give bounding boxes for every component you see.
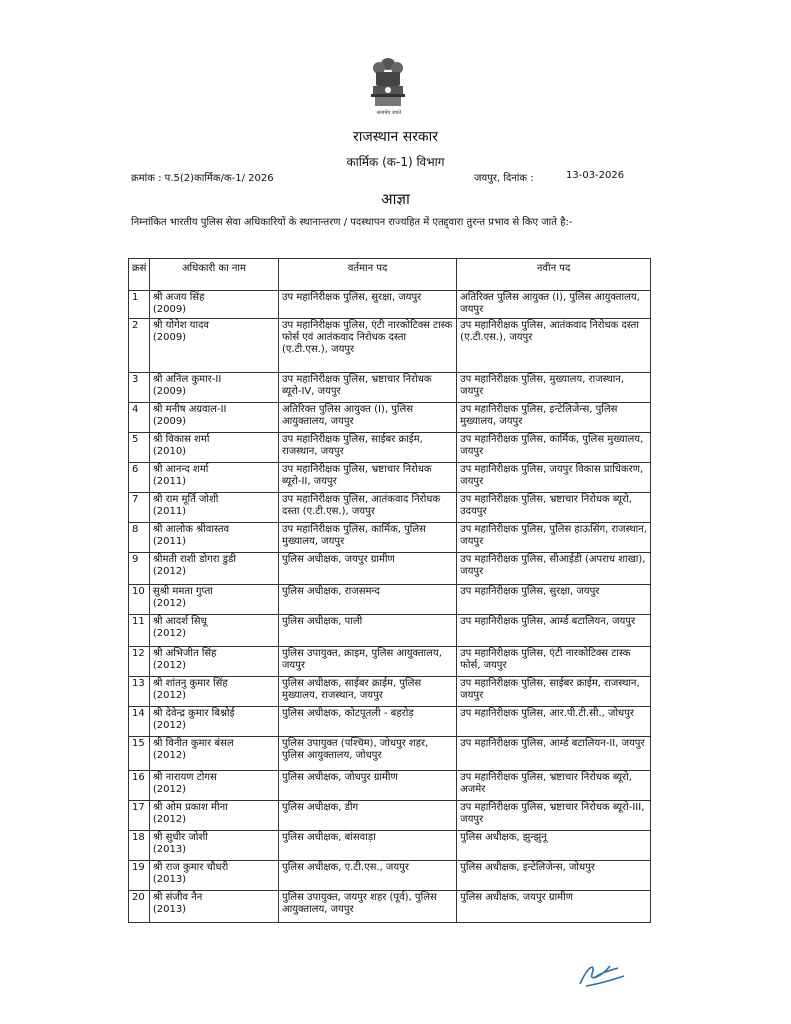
row-serial: 10 (129, 585, 150, 615)
table-header-row (129, 259, 651, 291)
row-new-post: उप महानिरीक्षक पुलिस, आर्म्ड बटालियन-II, जयपुर (457, 737, 651, 771)
row-officer (149, 615, 278, 647)
row-serial: 14 (129, 707, 150, 737)
header-officer-name: अधिकारी का नाम (149, 259, 278, 291)
row-current-post: पुलिस अधीक्षक, डीग (279, 801, 457, 831)
order-number (131, 170, 274, 184)
row-new-post: उप महानिरीक्षक पुलिस, सुरक्षा, जयपुर (457, 585, 651, 615)
row-officer (149, 891, 278, 923)
emblem-caption: सत्यमेव जयते (376, 110, 402, 116)
row-officer (149, 737, 278, 771)
officer-batch-year: (2009) (152, 386, 187, 397)
officer-batch-year: (2013) (152, 904, 187, 915)
officer-name: श्री राम मूर्ति जोशी (152, 494, 219, 505)
row-serial: 20 (129, 891, 150, 923)
table-row (129, 647, 651, 677)
table-row (129, 523, 651, 553)
row-officer (149, 463, 278, 493)
row-serial: 2 (129, 319, 150, 373)
row-current-post: पुलिस अधीक्षक, कोटपूतली - बहरोड़ (279, 707, 457, 737)
row-current-post: पुलिस अधीक्षक, ए.टी.एस., जयपुर (279, 861, 457, 891)
officer-name: श्री विनीत कुमार बंसल (152, 738, 234, 749)
row-new-post: पुलिस अधीक्षक, जयपुर ग्रामीण (457, 891, 651, 923)
officer-name: श्री देवेन्द्र कुमार बिश्नोई (152, 708, 235, 719)
row-new-post: उप महानिरीक्षक पुलिस, जयपुर विकास प्राधिकरण, जयपुर (457, 463, 651, 493)
row-new-post: पुलिस अधीक्षक, इन्टेलिजेन्स, जोधपुर (457, 861, 651, 891)
table-row (129, 553, 651, 585)
officer-name: श्री अभिजीत सिंह (152, 648, 217, 659)
table-row (129, 771, 651, 801)
order-date: 13-03-2026 (566, 170, 625, 181)
officer-name: श्री अनिल कुमार-II (152, 374, 222, 385)
row-serial: 18 (129, 831, 150, 861)
row-serial: 8 (129, 523, 150, 553)
row-officer (149, 291, 278, 319)
row-new-post: उप महानिरीक्षक पुलिस, इन्टेलिजेन्स, पुलिस मुख्यालय, जयपुर (457, 403, 651, 433)
row-current-post: पुलिस अधीक्षक, साईबर क्राईम, पुलिस मुख्यालय, राजस्थान, जयपुर (279, 677, 457, 707)
table-row (129, 831, 651, 861)
officer-name: श्री अजय सिंह (152, 292, 205, 303)
row-current-post: पुलिस अधीक्षक, पाली (279, 615, 457, 647)
row-current-post: पुलिस उपायुक्त, जयपुर शहर (पूर्व), पुलिस आयुक्तालय, जयपुर (279, 891, 457, 923)
officer-batch-year: (2012) (152, 750, 187, 761)
row-new-post: पुलिस अधीक्षक, झुन्झुनू (457, 831, 651, 861)
table-row (129, 737, 651, 771)
row-officer (149, 801, 278, 831)
officer-batch-year: (2012) (152, 690, 187, 701)
officer-name: श्रीमती राशी डोगरा डुडी (152, 554, 236, 565)
officer-name: श्री ओम प्रकाश मीना (152, 802, 228, 813)
officer-batch-year: (2012) (152, 660, 187, 671)
row-serial: 12 (129, 647, 150, 677)
officer-batch-year: (2012) (152, 720, 187, 731)
row-serial: 7 (129, 493, 150, 523)
row-new-post: उप महानिरीक्षक पुलिस, एंटी नारकोटिक्स टास्क फोर्स, जयपुर (457, 647, 651, 677)
row-officer (149, 677, 278, 707)
officer-name: श्री योगेश यादव (152, 320, 209, 331)
officer-name: श्री आदर्श सिधू (152, 616, 207, 627)
row-officer (149, 553, 278, 585)
row-new-post: उप महानिरीक्षक पुलिस, साईबर क्राईम, राजस्थान, जयपुर (457, 677, 651, 707)
row-new-post: उप महानिरीक्षक पुलिस, सीआईडी (अपराध शाखा), जयपुर (457, 553, 651, 585)
header-serial: क्रसं (129, 259, 150, 291)
row-serial: 13 (129, 677, 150, 707)
table-row (129, 585, 651, 615)
row-serial: 19 (129, 861, 150, 891)
table-row (129, 861, 651, 891)
row-serial: 5 (129, 433, 150, 463)
row-current-post: पुलिस अधीक्षक, जोधपुर ग्रामीण (279, 771, 457, 801)
officer-name: श्री सुधीर जोशी (152, 832, 208, 843)
row-new-post: उप महानिरीक्षक पुलिस, भ्रष्टाचार निरोधक ब्यूरो, अजमेर (457, 771, 651, 801)
row-new-post: अतिरिक्त पुलिस आयुक्त (I), पुलिस आयुक्तालय, जयपुर (457, 291, 651, 319)
row-serial: 6 (129, 463, 150, 493)
officer-name: श्री आनन्द शर्मा (152, 464, 209, 475)
row-new-post: उप महानिरीक्षक पुलिस, मुख्यालय, राजस्थान, जयपुर (457, 373, 651, 403)
row-officer (149, 493, 278, 523)
officer-name: श्री मनीष अग्रवाल-II (152, 404, 227, 415)
header-new-post: नवीन पद (457, 259, 651, 291)
officer-batch-year: (2011) (152, 536, 187, 547)
officer-batch-year: (2012) (152, 784, 187, 795)
officer-batch-year: (2009) (152, 416, 187, 427)
department-name: कार्मिक (क-1) विभाग (346, 155, 445, 169)
officer-batch-year: (2012) (152, 566, 187, 577)
row-serial: 11 (129, 615, 150, 647)
row-current-post: उप महानिरीक्षक पुलिस, आतंकवाद निरोधक दस्ता (ए.टी.एस.), जयपुर (279, 493, 457, 523)
row-serial: 16 (129, 771, 150, 801)
header-current-post: वर्तमान पद (279, 259, 457, 291)
order-number-label: क्रमांक : (131, 173, 162, 184)
row-current-post: उप महानिरीक्षक पुलिस, भ्रष्टाचार निरोधक ब्यूरो-IV, जयपुर (279, 373, 457, 403)
government-title: राजस्थान सरकार (353, 129, 438, 145)
officer-batch-year: (2013) (152, 844, 187, 855)
officer-batch-year: (2012) (152, 598, 187, 609)
officer-batch-year: (2011) (152, 476, 187, 487)
order-intro: निम्नांकित भारतीय पुलिस सेवा अधिकारियों के स्थानान्तरण / पदस्थापन राज्यहित में एतद्द्वारा तुरन्त प्रभाव से किए जाते है:- (131, 217, 573, 228)
officer-name: श्री संजीव नैन (152, 892, 203, 903)
row-current-post: उप महानिरीक्षक पुलिस, कार्मिक, पुलिस मुख्यालय, जयपुर (279, 523, 457, 553)
row-officer (149, 585, 278, 615)
table-row (129, 891, 651, 923)
table-row (129, 801, 651, 831)
officer-batch-year: (2012) (152, 814, 187, 825)
table-row (129, 403, 651, 433)
row-officer (149, 433, 278, 463)
row-new-post: उप महानिरीक्षक पुलिस, कार्मिक, पुलिस मुख्यालय, जयपुर (457, 433, 651, 463)
officer-name: श्री राज कुमार चौधरी (152, 862, 229, 873)
row-officer (149, 403, 278, 433)
row-officer (149, 373, 278, 403)
table-row (129, 463, 651, 493)
row-current-post: उप महानिरीक्षक पुलिस, सुरक्षा, जयपुर (279, 291, 457, 319)
row-new-post: उप महानिरीक्षक पुलिस, आर्म्ड बटालियन, जयपुर (457, 615, 651, 647)
row-serial: 9 (129, 553, 150, 585)
officer-name: सुश्री ममता गुप्ता (152, 586, 213, 597)
row-serial: 15 (129, 737, 150, 771)
place-date-label: जयपुर, दिनांक : (474, 173, 534, 184)
table-row (129, 433, 651, 463)
row-officer (149, 523, 278, 553)
row-current-post: पुलिस अधीक्षक, जयपुर ग्रामीण (279, 553, 457, 585)
row-current-post: उप महानिरीक्षक पुलिस, भ्रष्टाचार निरोधक ब्यूरो-II, जयपुर (279, 463, 457, 493)
row-serial: 4 (129, 403, 150, 433)
row-current-post: उप महानिरीक्षक पुलिस, एंटी नारकोटिक्स टास्क फोर्स एवं आतंकवाद निरोधक दस्ता (ए.टी.एस.), जयपुर (279, 319, 457, 373)
row-current-post: अतिरिक्त पुलिस आयुक्त (I), पुलिस आयुक्तालय, जयपुर (279, 403, 457, 433)
row-officer (149, 319, 278, 373)
table-row (129, 291, 651, 319)
officer-name: श्री विकास शर्मा (152, 434, 210, 445)
row-officer (149, 831, 278, 861)
officer-name: श्री आलोक श्रीवास्तव (152, 524, 230, 535)
table-row (129, 319, 651, 373)
transfer-table (128, 258, 651, 923)
row-current-post: पुलिस उपायुक्त, क्राइम, पुलिस आयुक्तालय, जयपुर (279, 647, 457, 677)
row-officer (149, 771, 278, 801)
order-number-value: प.5(2)कार्मिक/क-1/ 2026 (164, 173, 274, 184)
signature (572, 956, 632, 992)
table-row (129, 615, 651, 647)
officer-batch-year: (2010) (152, 446, 187, 457)
officer-name: श्री नारायण टोगस (152, 772, 217, 783)
officer-batch-year: (2013) (152, 874, 187, 885)
table-row (129, 677, 651, 707)
officer-batch-year: (2009) (152, 304, 187, 315)
row-officer (149, 707, 278, 737)
order-title: आज्ञा (381, 190, 410, 208)
row-new-post: उप महानिरीक्षक पुलिस, आर.पी.टी.सी., जोधपुर (457, 707, 651, 737)
row-current-post: पुलिस अधीक्षक, बांसवाड़ा (279, 831, 457, 861)
row-new-post: उप महानिरीक्षक पुलिस, पुलिस हाऊसिंग, राजस्थान, जयपुर (457, 523, 651, 553)
officer-batch-year: (2009) (152, 332, 187, 343)
row-serial: 1 (129, 291, 150, 319)
row-new-post: उप महानिरीक्षक पुलिस, भ्रष्टाचार निरोधक ब्यूरो-III, जयपुर (457, 801, 651, 831)
state-emblem-icon (366, 54, 410, 110)
row-current-post: उप महानिरीक्षक पुलिस, साईबर क्राईम, राजस्थान, जयपुर (279, 433, 457, 463)
row-new-post: उप महानिरीक्षक पुलिस, आतंकवाद निरोधक दस्ता (ए.टी.एस.), जयपुर (457, 319, 651, 373)
table-row (129, 373, 651, 403)
row-current-post: पुलिस उपायुक्त (पश्चिम), जोधपुर शहर, पुलिस आयुक्तालय, जोधपुर (279, 737, 457, 771)
table-row (129, 707, 651, 737)
officer-name: श्री शांतनु कुमार सिंह (152, 678, 228, 689)
row-serial: 3 (129, 373, 150, 403)
row-officer (149, 861, 278, 891)
row-current-post: पुलिस अधीक्षक, राजसमन्द (279, 585, 457, 615)
officer-batch-year: (2011) (152, 506, 187, 517)
row-officer (149, 647, 278, 677)
table-row (129, 493, 651, 523)
row-new-post: उप महानिरीक्षक पुलिस, भ्रष्टाचार निरोधक ब्यूरो, उदयपुर (457, 493, 651, 523)
row-serial: 17 (129, 801, 150, 831)
officer-batch-year: (2012) (152, 628, 187, 639)
